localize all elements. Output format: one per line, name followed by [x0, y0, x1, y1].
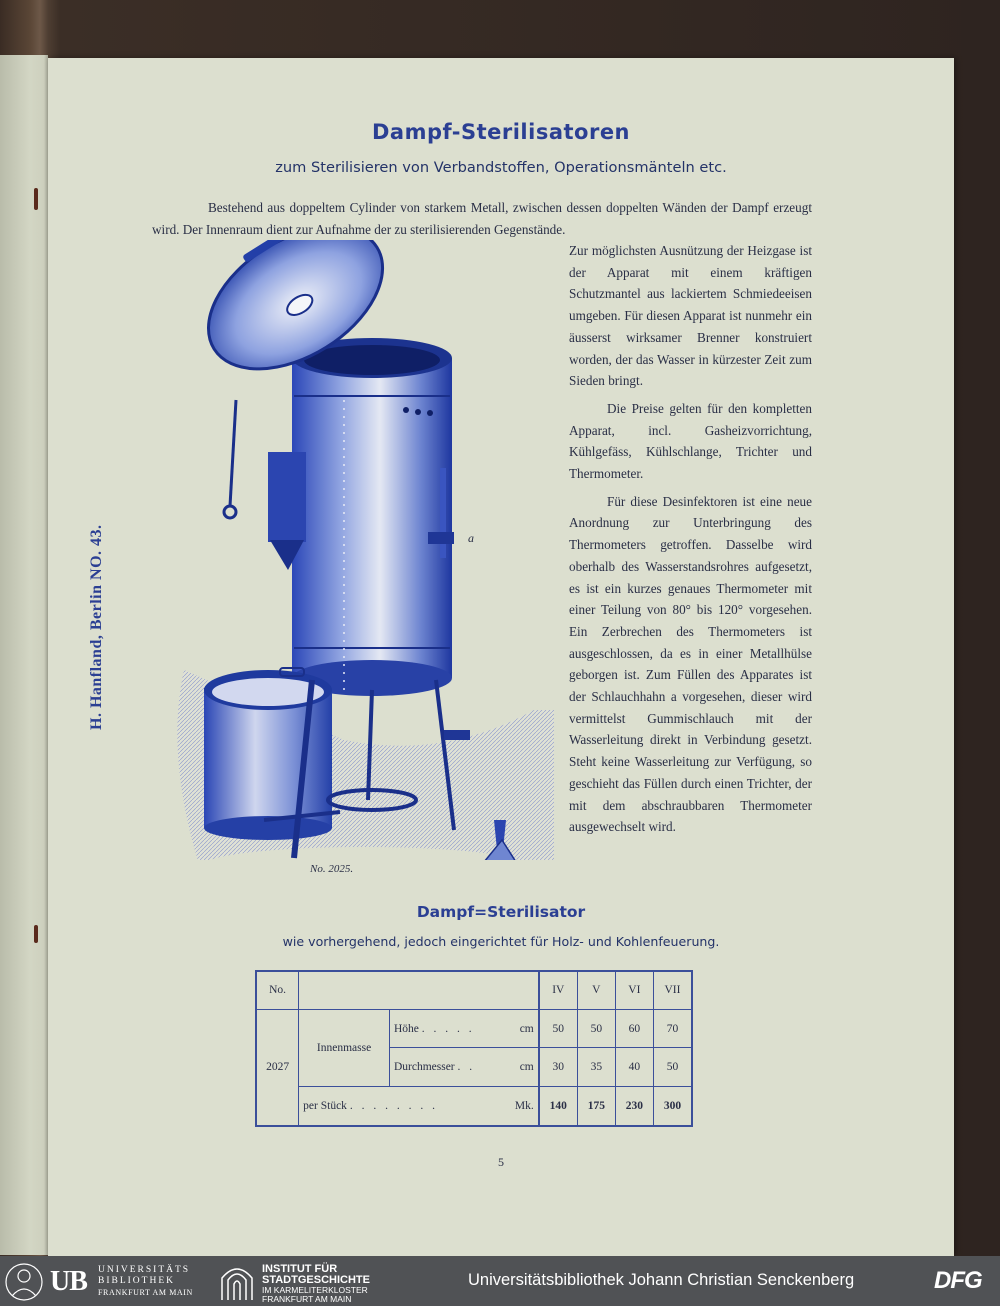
header-blank [299, 971, 539, 1009]
table-cell: 40 [615, 1048, 653, 1086]
description-paragraph: Die Preise gelten für den kompletten Apparat, incl. Gasheizvorrichtung, Kühlgefäss, Kühlschlange, Trichter und Thermometer. [569, 400, 812, 482]
footer-bar [0, 1256, 1000, 1306]
description-paragraph: Für diese Desinfektoren ist eine neue Anordnung zur Unterbringung des Thermometers getroffen. Dasselbe wird oberhalb des Wasserstandsrohres aufgesetzt, es ist ein kurzes genaues Thermometer mit einer Teilung von 80° bis 120° vorgesehen. Ein Zerbrechen des Thermometers ist ausgeschlossen, da es in einer Metallhülse geborgen ist. Zum Füllen des Apparates ist der Schlauchhahn a vorgesehen, dieser wird vermittelst Gummischlauch mit der Wasserleitung direkt in Verbindung gesetzt. Steht keine Wasserleitung zur Verfügung, so geschieht das Füllen durch einen Trichter, der mit dem abschraubbaren Thermometer ausgewechselt wird. [569, 493, 812, 835]
table-cell: 50 [539, 1009, 578, 1047]
size-header: V [577, 971, 615, 1009]
price-row-unit: Mk. [506, 1086, 539, 1126]
binding-stitch [34, 925, 38, 943]
price-row-label: per Stück . . . . . . . . [299, 1086, 506, 1126]
table-cell: 50 [653, 1048, 692, 1086]
row-unit: cm [506, 1009, 539, 1047]
price-table [255, 970, 693, 1127]
page-title: Dampf-Sterilisatoren [371, 120, 631, 144]
price-cell: 140 [539, 1086, 578, 1126]
section-title: Dampf=Sterilisator [416, 903, 586, 921]
price-cell: 230 [615, 1086, 653, 1126]
ub-name[interactable]: UNIVERSITÄTS BIBLIOTHEK FRANKFURT AM MAIN [98, 1265, 193, 1297]
ub-mark[interactable]: UB [50, 1266, 87, 1297]
size-header: VI [615, 971, 653, 1009]
illustration-caption: No. 2025. [310, 863, 354, 875]
ifs-arch-logo[interactable] [218, 1262, 256, 1302]
table-cell: 30 [539, 1048, 578, 1086]
publisher-imprint: H. Hanfland, Berlin NO. 43. [88, 524, 105, 730]
catalog-page [48, 58, 954, 1256]
description-column [569, 240, 812, 838]
size-header: IV [539, 971, 578, 1009]
price-cell: 175 [577, 1086, 615, 1126]
binding-stitch [34, 188, 38, 210]
row-label: Höhe . . . . . [389, 1009, 506, 1047]
table-cell: 60 [615, 1009, 653, 1047]
section-subtitle: wie vorhergehend, jedoch eingerichtet für Holz- und Kohlenfeuerung. [282, 934, 720, 949]
article-number: 2027 [256, 1009, 299, 1126]
left-page-edge [0, 55, 48, 1255]
sterilizer-illustration [144, 240, 554, 860]
header-no: No. [256, 971, 299, 1009]
page-number: 5 [498, 1155, 504, 1169]
size-header: VII [653, 971, 692, 1009]
table-cell: 70 [653, 1009, 692, 1047]
intro-paragraph: Bestehend aus doppeltem Cylinder von starkem Metall, zwischen dessen doppelten Wänden der Dampf erzeugt wird. Der Innenraum dient zur Aufnahme der zu sterilisierenden Gegenstände. [152, 200, 812, 237]
price-cell: 300 [653, 1086, 692, 1126]
part-label-a: a [468, 531, 474, 545]
ub-portrait-logo[interactable] [2, 1262, 46, 1302]
table-cell: 50 [577, 1009, 615, 1047]
row-unit: cm [506, 1048, 539, 1086]
row-label: Durchmesser . . [389, 1048, 506, 1086]
dfg-logo[interactable]: DFG [934, 1267, 982, 1294]
table-cell: 35 [577, 1048, 615, 1086]
description-paragraph: Zur möglichsten Ausnützung der Heizgase ist der Apparat mit einem kräftigen Schutzmantel aus lackiertem Schmiedeeisen umgeben. Für diesen Apparat ist nunmehr ein äusserst wirksamer Brenner konstruiert worden, der das Wasser in kürzester Zeit zum Sieden bringt. [569, 243, 812, 389]
footer-title: Universitätsbibliothek Johann Christian Senckenberg [468, 1271, 855, 1289]
ifs-name[interactable]: INSTITUT FÜR STADTGESCHICHTE IM KARMELITERKLOSTER FRANKFURT AM MAIN [262, 1263, 370, 1304]
page-subtitle: zum Sterilisieren von Verbandstoffen, Operationsmänteln etc. [275, 159, 727, 176]
group-label: Innenmasse [299, 1009, 390, 1086]
